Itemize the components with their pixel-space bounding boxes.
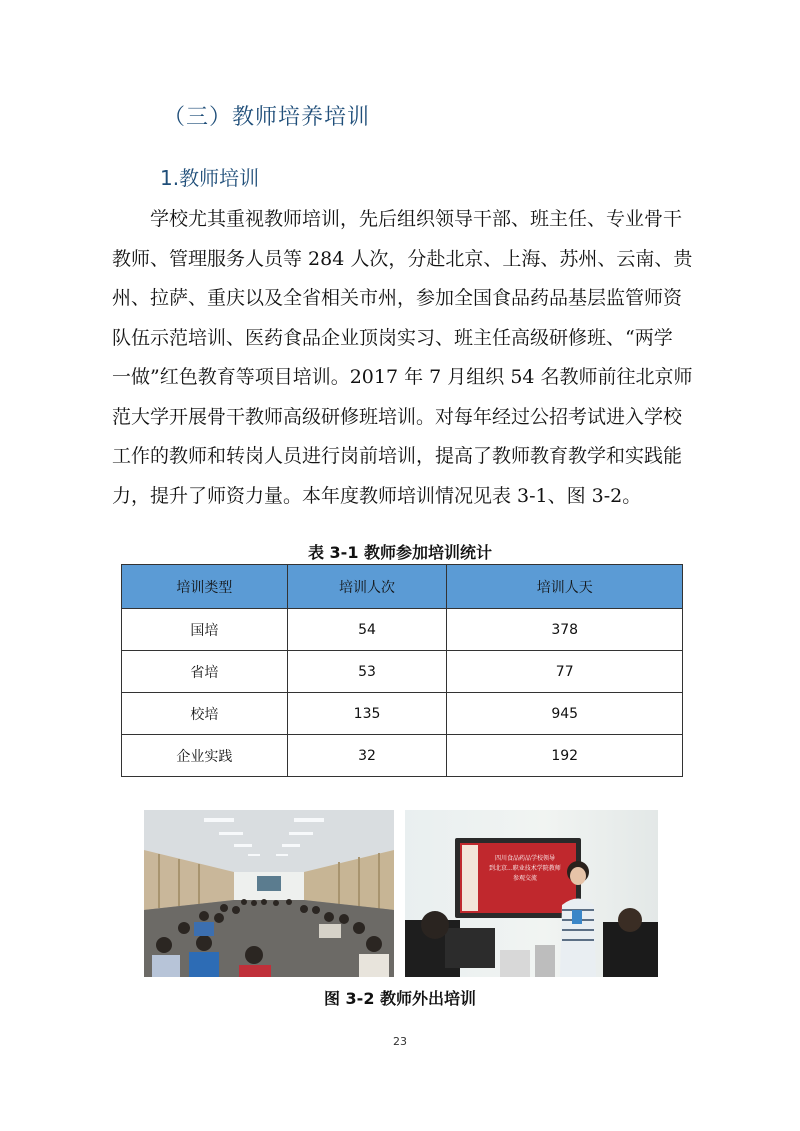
screen-line: 四川食品药品学校领导 — [495, 855, 556, 862]
subsection-heading: 1.教师培训 — [160, 166, 260, 190]
header-cell-person-days: 培训人天 — [447, 565, 683, 609]
page-number: 23 — [393, 1035, 407, 1048]
table-cell: 校培 — [122, 693, 288, 735]
presentation-illustration — [405, 810, 658, 977]
table-row — [122, 651, 683, 693]
paragraph-line: 一做”红色教育等项目培训。2017 年 7 月组织 54 名教师前往北京师 — [112, 366, 693, 388]
table-header-row — [122, 565, 683, 609]
table-cell: 135 — [287, 693, 447, 735]
screen-line: 到北京...职业技术学院教师 — [489, 865, 561, 872]
table-caption: 表 3-1 教师参加培训统计 — [307, 543, 493, 562]
screen-line: 参观交流 — [513, 875, 538, 882]
classroom-illustration — [144, 810, 394, 977]
classroom-training-photo — [144, 810, 394, 977]
table-cell: 省培 — [122, 651, 288, 693]
paragraph-line: 教师、管理服务人员等 284 人次，分赴北京、上海、苏州、云南、贵 — [112, 247, 693, 270]
paragraph-line: 工作的教师和转岗人员进行岗前培训，提高了教师教育教学和实践能 — [112, 445, 683, 467]
section-heading: （三）教师培养培训 — [163, 105, 371, 130]
paragraph-line: 队伍示范培训、医药食品企业顶岗实习、班主任高级研修班、“两学 — [112, 326, 673, 349]
presenter-photo — [405, 810, 658, 977]
paragraph-line: 力，提升了师资力量。本年度教师培训情况见表 3-1、图 3-2。 — [112, 484, 642, 507]
paragraph-line: 州、拉萨、重庆以及全省相关市州，参加全国食品药品基层监管师资 — [112, 287, 683, 309]
figure-caption: 图 3-2 教师外出培训 — [323, 989, 477, 1008]
paragraph-line: 范大学开展骨干教师高级研修班培训。对每年经过公招考试进入学校 — [112, 405, 683, 428]
table-row — [122, 693, 683, 735]
table-cell: 378 — [447, 609, 683, 651]
table-cell: 192 — [447, 735, 683, 777]
header-cell-person-times: 培训人次 — [287, 565, 447, 609]
table-cell: 企业实践 — [122, 735, 288, 777]
table-cell: 54 — [287, 609, 447, 651]
training-stats-table — [121, 564, 683, 777]
body-paragraph — [112, 200, 692, 516]
header-cell-type: 培训类型 — [122, 565, 288, 609]
table-cell: 945 — [447, 693, 683, 735]
paragraph-line: 学校尤其重视教师培训，先后组织领导干部、班主任、专业骨干 — [150, 208, 683, 230]
table-cell: 国培 — [122, 609, 288, 651]
table-cell: 77 — [447, 651, 683, 693]
table-row — [122, 735, 683, 777]
table-cell: 32 — [287, 735, 447, 777]
table-row — [122, 609, 683, 651]
table-cell: 53 — [287, 651, 447, 693]
